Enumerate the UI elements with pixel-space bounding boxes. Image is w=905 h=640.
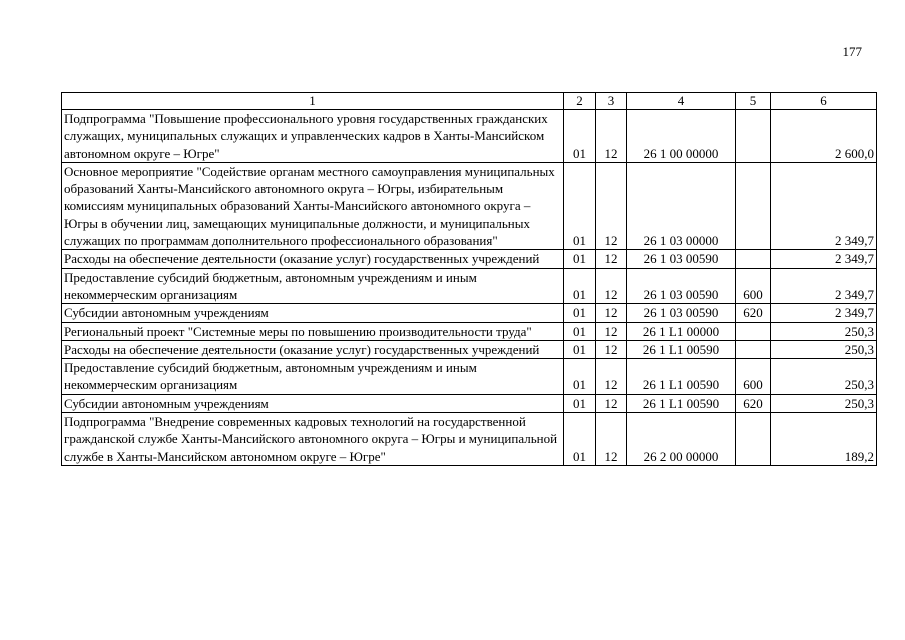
row-target-code: 26 1 00 00000 [627,110,736,163]
row-subsection: 12 [596,268,627,304]
header-cell-3: 3 [596,93,627,110]
row-target-code: 26 1 03 00590 [627,304,736,322]
row-expense-type [736,322,771,340]
row-subsection: 12 [596,162,627,249]
header-cell-4: 4 [627,93,736,110]
row-target-code: 26 1 03 00000 [627,162,736,249]
row-subsection: 12 [596,340,627,358]
header-cell-5: 5 [736,93,771,110]
row-subsection: 12 [596,250,627,268]
row-name: Субсидии автономным учреждениям [62,304,564,322]
row-amount: 2 349,7 [771,268,877,304]
row-section: 01 [564,268,596,304]
row-expense-type [736,340,771,358]
row-amount: 2 600,0 [771,110,877,163]
row-subsection: 12 [596,322,627,340]
table-row [62,110,877,163]
row-amount: 250,3 [771,322,877,340]
row-section: 01 [564,359,596,395]
table-row [62,304,877,322]
row-expense-type [736,162,771,249]
row-name: Предоставление субсидий бюджетным, автономным учреждениям и иным некоммерческим организациям [62,268,564,304]
table-row [62,162,877,249]
row-target-code: 26 2 00 00000 [627,413,736,466]
row-section: 01 [564,394,596,412]
table-row [62,268,877,304]
header-cell-6: 6 [771,93,877,110]
row-amount: 189,2 [771,413,877,466]
row-expense-type: 600 [736,268,771,304]
table-row [62,413,877,466]
row-name: Расходы на обеспечение деятельности (оказание услуг) государственных учреждений [62,250,564,268]
table-row [62,322,877,340]
row-expense-type [736,110,771,163]
table-row [62,359,877,395]
row-subsection: 12 [596,304,627,322]
header-cell-1: 1 [62,93,564,110]
row-section: 01 [564,413,596,466]
row-section: 01 [564,304,596,322]
row-target-code: 26 1 03 00590 [627,268,736,304]
row-target-code: 26 1 L1 00000 [627,322,736,340]
row-name: Предоставление субсидий бюджетным, автономным учреждениям и иным некоммерческим организациям [62,359,564,395]
row-target-code: 26 1 L1 00590 [627,394,736,412]
row-expense-type: 620 [736,304,771,322]
row-amount: 250,3 [771,394,877,412]
table-row [62,394,877,412]
header-cell-2: 2 [564,93,596,110]
row-subsection: 12 [596,413,627,466]
row-expense-type: 600 [736,359,771,395]
row-amount: 2 349,7 [771,250,877,268]
row-subsection: 12 [596,110,627,163]
row-amount: 2 349,7 [771,162,877,249]
row-name: Региональный проект "Системные меры по повышению производительности труда" [62,322,564,340]
row-amount: 250,3 [771,359,877,395]
row-name: Расходы на обеспечение деятельности (оказание услуг) государственных учреждений [62,340,564,358]
row-target-code: 26 1 03 00590 [627,250,736,268]
row-section: 01 [564,250,596,268]
row-name: Субсидии автономным учреждениям [62,394,564,412]
row-amount: 250,3 [771,340,877,358]
row-subsection: 12 [596,394,627,412]
row-section: 01 [564,322,596,340]
row-section: 01 [564,340,596,358]
row-expense-type [736,413,771,466]
row-section: 01 [564,110,596,163]
row-name: Подпрограмма "Повышение профессионального уровня государственных гражданских служащих, муниципальных служащих и управленческих кадров в Ханты-Мансийском автономном округе – Югре" [62,110,564,163]
row-target-code: 26 1 L1 00590 [627,359,736,395]
row-name: Подпрограмма "Внедрение современных кадровых технологий на государственной гражданской службе Ханты-Мансийского автономного округа – Югры и муниципальной службе в Ханты-Мансийском автономном округе – Югре" [62,413,564,466]
budget-table [61,92,877,466]
table-row [62,250,877,268]
row-section: 01 [564,162,596,249]
row-amount: 2 349,7 [771,304,877,322]
table-row [62,340,877,358]
table-header-row [62,93,877,110]
page-number: 177 [842,44,862,59]
row-target-code: 26 1 L1 00590 [627,340,736,358]
row-name: Основное мероприятие "Содействие органам местного самоуправления муниципальных образований Ханты-Мансийского автономного округа – Югры, избирательным комиссиям муниципальных образований Ханты-Мансийского автономного округа – Югры в обучении лиц, замещающих муниципальные должности, и муниципальных служащих по программам дополнительного профессионального образования" [62,162,564,249]
row-subsection: 12 [596,359,627,395]
row-expense-type [736,250,771,268]
row-expense-type: 620 [736,394,771,412]
